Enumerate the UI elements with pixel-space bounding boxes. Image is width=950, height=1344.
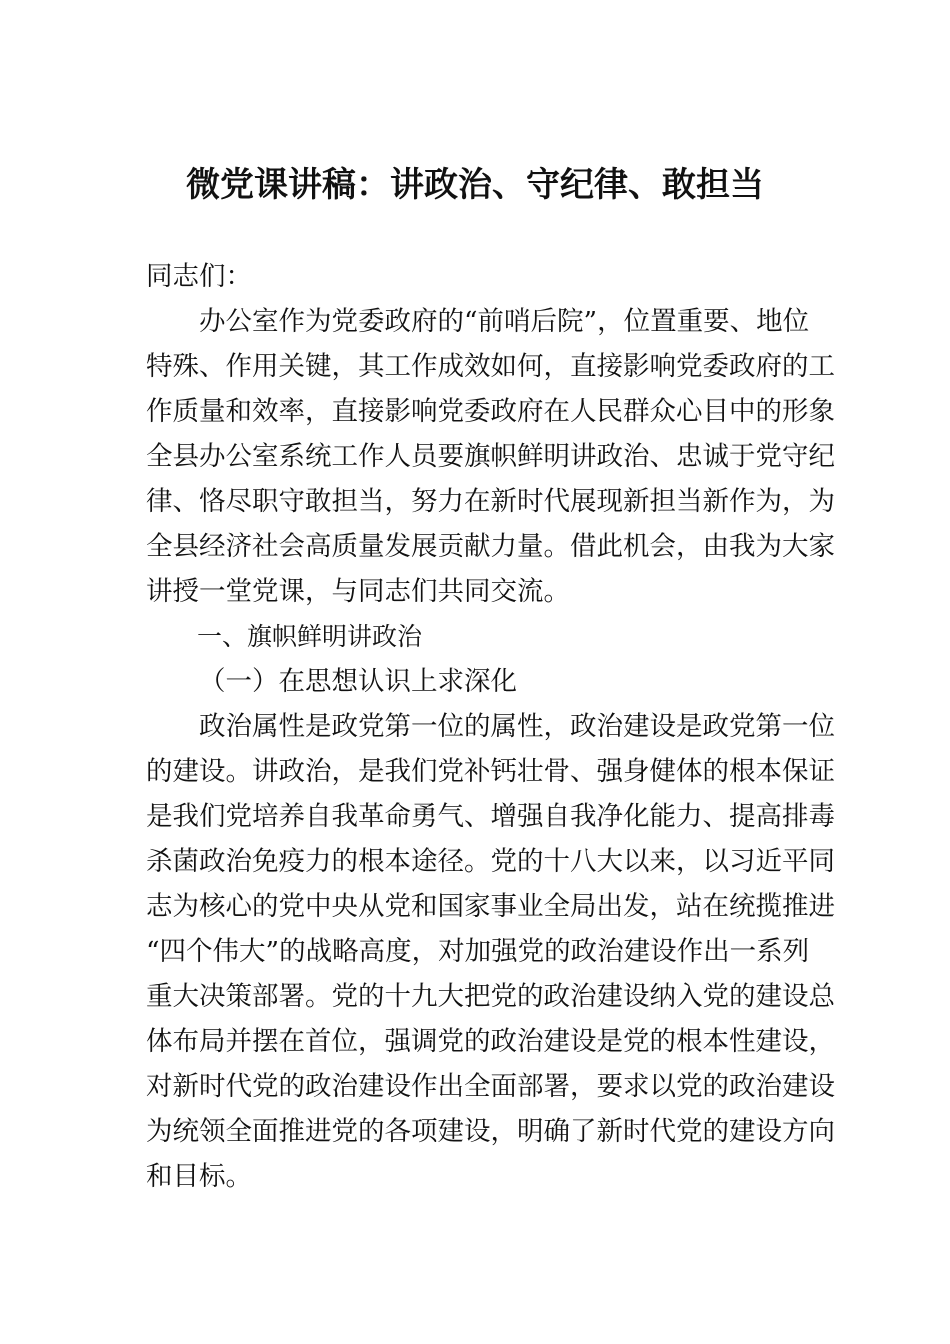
body-line: 的建设。讲政治，是我们党补钙壮骨、强身健体的根本保证 bbox=[146, 756, 835, 787]
body-line: 和目标。 bbox=[146, 1161, 252, 1192]
intro-line: 全县办公室系统工作人员要旗帜鲜明讲政治、忠诚于党守纪 bbox=[146, 441, 835, 472]
intro-line: 律、恪尽职守敢担当，努力在新时代展现新担当新作为，为 bbox=[146, 486, 835, 517]
salutation: 同志们： bbox=[146, 261, 252, 292]
body-line: 体布局并摆在首位，强调党的政治建设是党的根本性建设， bbox=[146, 1026, 835, 1057]
body-line: “四个伟大”的战略高度，对加强党的政治建设作出一系列 bbox=[146, 936, 810, 967]
intro-line: 讲授一堂党课，与同志们共同交流。 bbox=[146, 576, 570, 607]
intro-line: 作质量和效率，直接影响党委政府在人民群众心目中的形象 bbox=[146, 396, 835, 427]
body-line: 政治属性是政党第一位的属性，政治建设是政党第一位 bbox=[199, 711, 835, 742]
body-line: 志为核心的党中央从党和国家事业全局出发，站在统揽推进 bbox=[146, 891, 835, 922]
subsection-heading: （一）在思想认识上求深化 bbox=[199, 666, 517, 697]
document-title: 微党课讲稿：讲政治、守纪律、敢担当 bbox=[186, 165, 764, 205]
body-line: 对新时代党的政治建设作出全面部署，要求以党的政治建设 bbox=[146, 1071, 835, 1102]
document-body bbox=[146, 254, 835, 1199]
body-line: 为统领全面推进党的各项建设，明确了新时代党的建设方向 bbox=[146, 1116, 835, 1147]
section-heading: 一、旗帜鲜明讲政治 bbox=[197, 622, 423, 651]
body-line: 重大决策部署。党的十九大把党的政治建设纳入党的建设总 bbox=[146, 981, 835, 1012]
intro-line: 特殊、作用关键，其工作成效如何，直接影响党委政府的工 bbox=[146, 351, 835, 382]
intro-line: 办公室作为党委政府的“前哨后院”，位置重要、地位 bbox=[199, 306, 810, 337]
intro-line: 全县经济社会高质量发展贡献力量。借此机会，由我为大家 bbox=[146, 531, 835, 562]
body-line: 杀菌政治免疫力的根本途径。党的十八大以来，以习近平同 bbox=[146, 846, 835, 877]
body-line: 是我们党培养自我革命勇气、增强自我净化能力、提高排毒 bbox=[146, 801, 835, 832]
